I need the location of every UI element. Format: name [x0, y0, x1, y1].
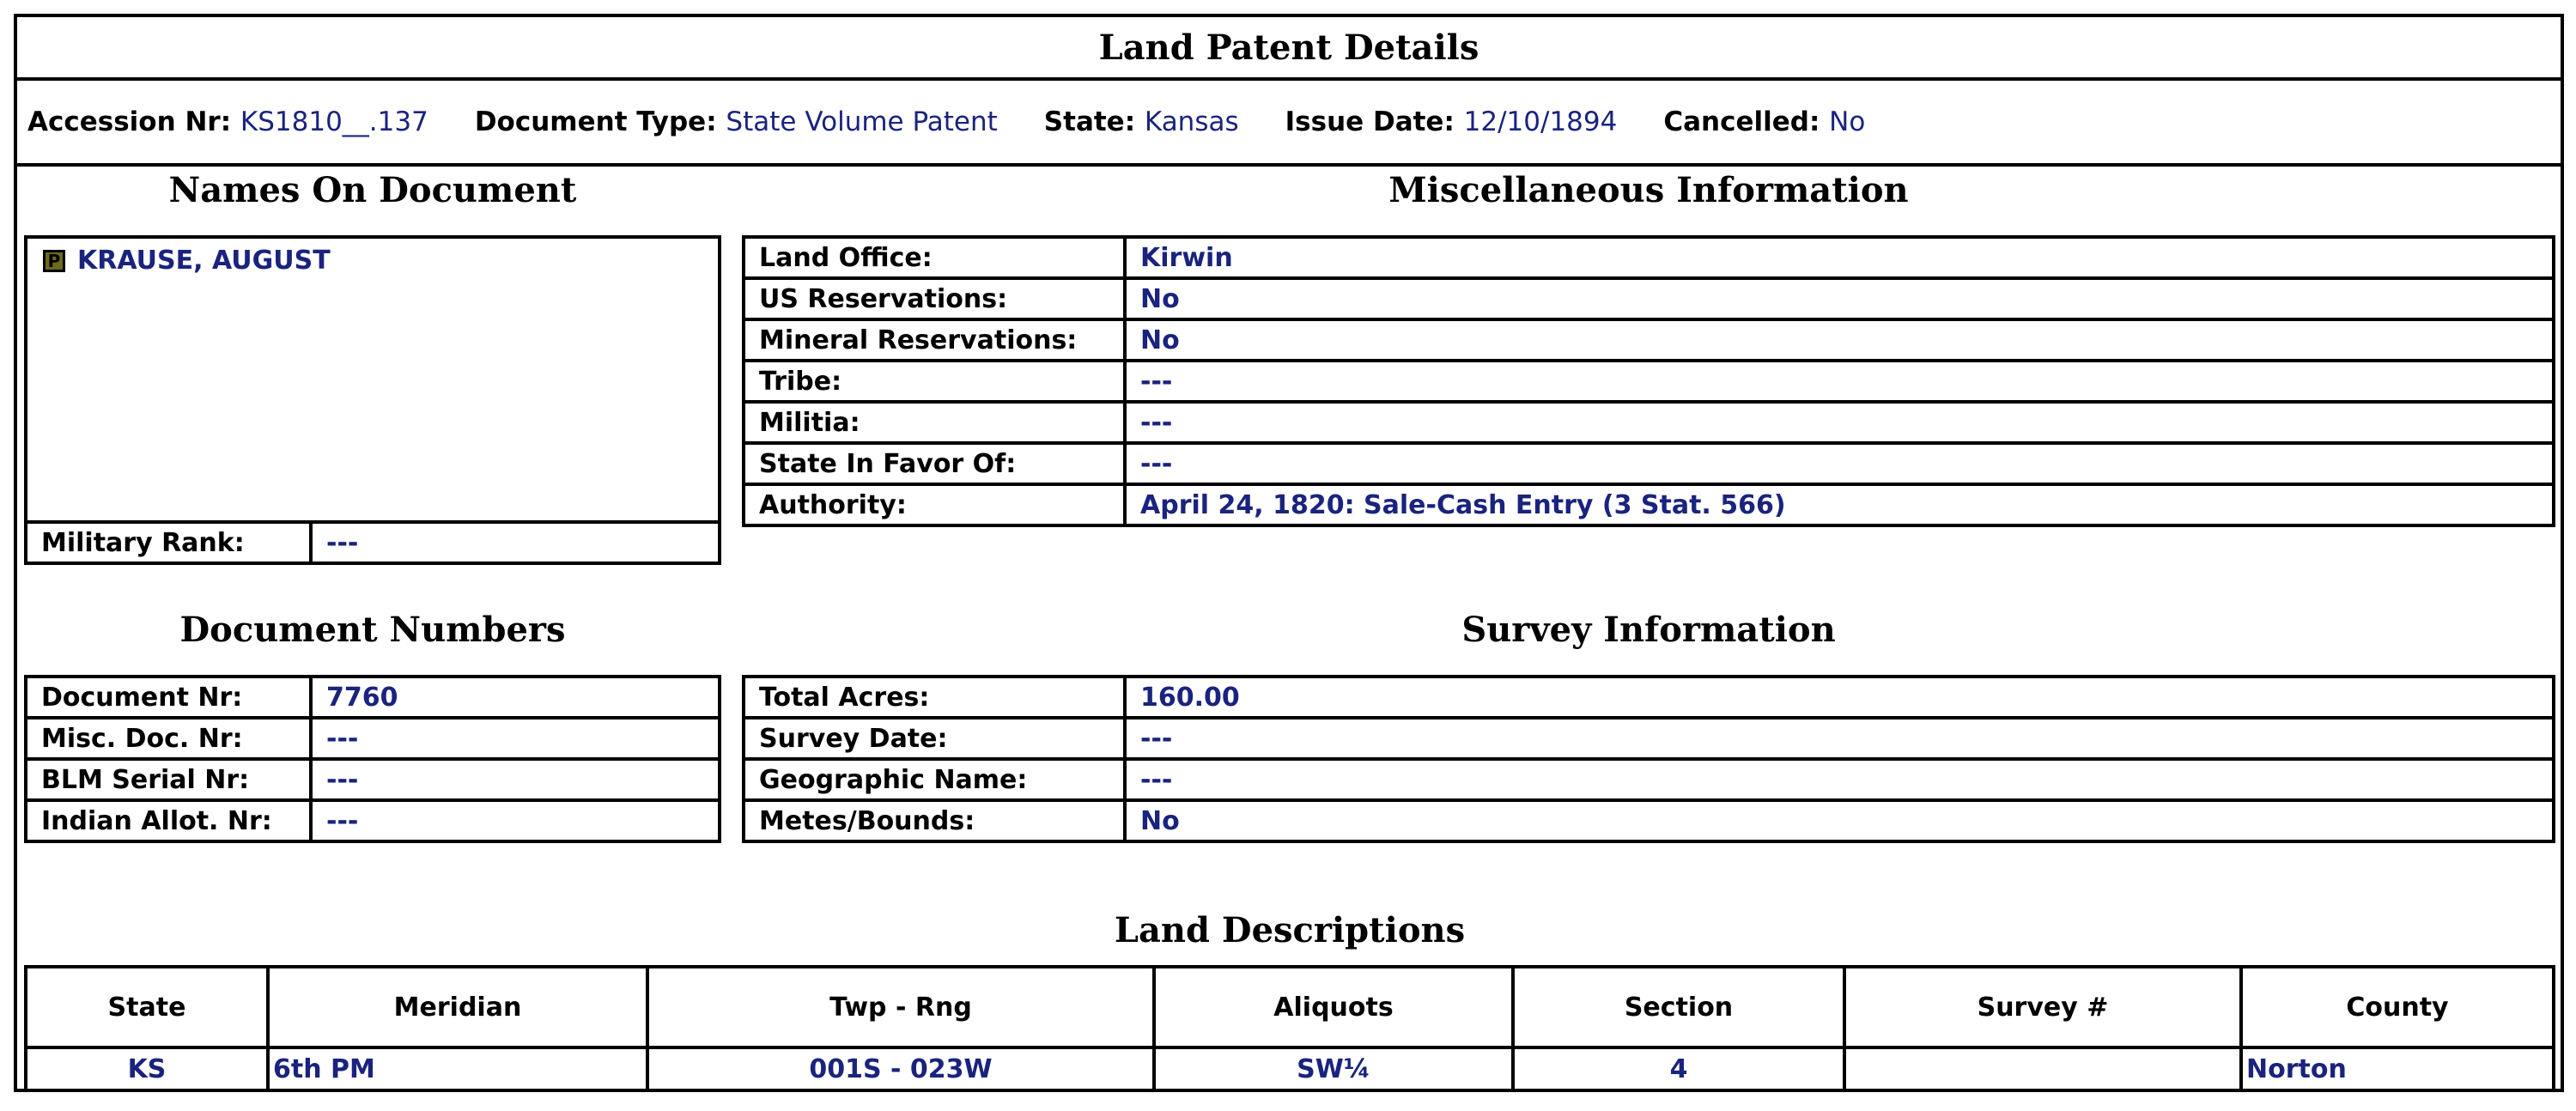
- misc-value: No: [1125, 319, 2554, 361]
- table-row: [26, 677, 720, 718]
- misc-value: ---: [1125, 402, 2554, 443]
- land-descriptions-table: [24, 965, 2555, 1092]
- misc-value: ---: [1125, 361, 2554, 402]
- table-header-row: [26, 967, 2554, 1047]
- accession-field: [27, 106, 428, 137]
- table-row: [744, 718, 2554, 759]
- authority-link[interactable]: April 24, 1820: Sale-Cash Entry (3 Stat. 566): [1125, 484, 2554, 525]
- page-title: Land Patent Details: [17, 17, 2561, 81]
- misc-value: No: [1125, 278, 2554, 319]
- docnum-value: 7760: [311, 677, 720, 718]
- table-row: [26, 800, 720, 841]
- names-box: [24, 235, 721, 524]
- misc-heading: Miscellaneous Information: [1388, 170, 1909, 210]
- cell-survey: [1844, 1047, 2241, 1090]
- accession-value: KS1810__.137: [240, 106, 428, 137]
- col-header-twp-rng: Twp - Rng: [647, 967, 1154, 1047]
- table-row: [26, 718, 720, 759]
- misc-label: Tribe:: [744, 361, 1125, 402]
- cell-section: 4: [1513, 1047, 1844, 1090]
- issue-date-field: [1285, 106, 1618, 137]
- table-row: [744, 443, 2554, 484]
- survey-heading: Survey Information: [1461, 610, 1836, 650]
- survey-value: ---: [1125, 759, 2554, 800]
- survey-label: Total Acres:: [744, 677, 1125, 718]
- docnums-heading: Document Numbers: [179, 610, 566, 650]
- names-heading: Names On Document: [168, 170, 577, 210]
- table-row: [744, 278, 2554, 319]
- doctype-value: State Volume Patent: [726, 106, 998, 137]
- docnum-value: ---: [311, 800, 720, 841]
- state-value: Kansas: [1144, 106, 1239, 137]
- table-row: [744, 319, 2554, 361]
- misc-label: Militia:: [744, 402, 1125, 443]
- issue-date-label: Issue Date:: [1285, 106, 1455, 137]
- survey-label: Metes/Bounds:: [744, 800, 1125, 841]
- patentee-icon: P: [43, 250, 65, 272]
- land-patent-panel: [14, 14, 2564, 1092]
- col-header-survey: Survey #: [1844, 967, 2241, 1047]
- cell-twp-rng: 001S - 023W: [647, 1047, 1154, 1090]
- col-header-state: State: [26, 967, 268, 1047]
- cell-aliquots: SW¼: [1154, 1047, 1513, 1090]
- doctype-label: Document Type:: [474, 106, 717, 137]
- table-row: [26, 522, 720, 563]
- misc-table: [742, 235, 2555, 527]
- survey-value: No: [1125, 800, 2554, 841]
- cell-state: KS: [26, 1047, 268, 1090]
- cancelled-value: No: [1829, 106, 1866, 137]
- name-entry[interactable]: [43, 246, 331, 276]
- issue-date-value: 12/10/1894: [1463, 106, 1618, 137]
- misc-label: Land Office:: [744, 237, 1125, 278]
- docnum-value: ---: [311, 759, 720, 800]
- misc-label: US Reservations:: [744, 278, 1125, 319]
- survey-label: Geographic Name:: [744, 759, 1125, 800]
- table-row: [744, 800, 2554, 841]
- cancelled-label: Cancelled:: [1663, 106, 1820, 137]
- cancelled-field: [1663, 106, 1865, 137]
- col-header-aliquots: Aliquots: [1154, 967, 1513, 1047]
- name-link[interactable]: KRAUSE, AUGUST: [77, 246, 331, 276]
- doctype-field: [475, 106, 998, 137]
- table-row: [26, 1047, 2554, 1090]
- military-rank-value: ---: [311, 522, 720, 563]
- military-rank-table: [24, 520, 721, 565]
- misc-label: Mineral Reservations:: [744, 319, 1125, 361]
- summary-bar: [17, 81, 2561, 167]
- docnum-value: ---: [311, 718, 720, 759]
- table-row: [744, 237, 2554, 278]
- col-header-section: Section: [1513, 967, 1844, 1047]
- docnum-label: Misc. Doc. Nr:: [26, 718, 311, 759]
- table-row: [26, 759, 720, 800]
- land-heading: Land Descriptions: [1114, 910, 1466, 950]
- misc-value: Kirwin: [1125, 237, 2554, 278]
- misc-value: ---: [1125, 443, 2554, 484]
- accession-label: Accession Nr:: [27, 106, 232, 137]
- military-rank-label: Military Rank:: [26, 522, 311, 563]
- state-field: [1044, 106, 1239, 137]
- col-header-county: County: [2241, 967, 2554, 1047]
- table-row: [744, 402, 2554, 443]
- docnum-label: Document Nr:: [26, 677, 311, 718]
- docnum-label: Indian Allot. Nr:: [26, 800, 311, 841]
- table-row: [744, 484, 2554, 525]
- cell-county[interactable]: Norton: [2241, 1047, 2554, 1090]
- col-header-meridian: Meridian: [268, 967, 647, 1047]
- docnum-label: BLM Serial Nr:: [26, 759, 311, 800]
- table-row: [744, 759, 2554, 800]
- docnums-table: [24, 675, 721, 843]
- misc-label: State In Favor Of:: [744, 443, 1125, 484]
- survey-value: 160.00: [1125, 677, 2554, 718]
- state-label: State:: [1043, 106, 1136, 137]
- survey-table: [742, 675, 2555, 843]
- survey-label: Survey Date:: [744, 718, 1125, 759]
- table-row: [744, 361, 2554, 402]
- misc-label: Authority:: [744, 484, 1125, 525]
- cell-meridian: 6th PM: [268, 1047, 647, 1090]
- table-row: [744, 677, 2554, 718]
- survey-value: ---: [1125, 718, 2554, 759]
